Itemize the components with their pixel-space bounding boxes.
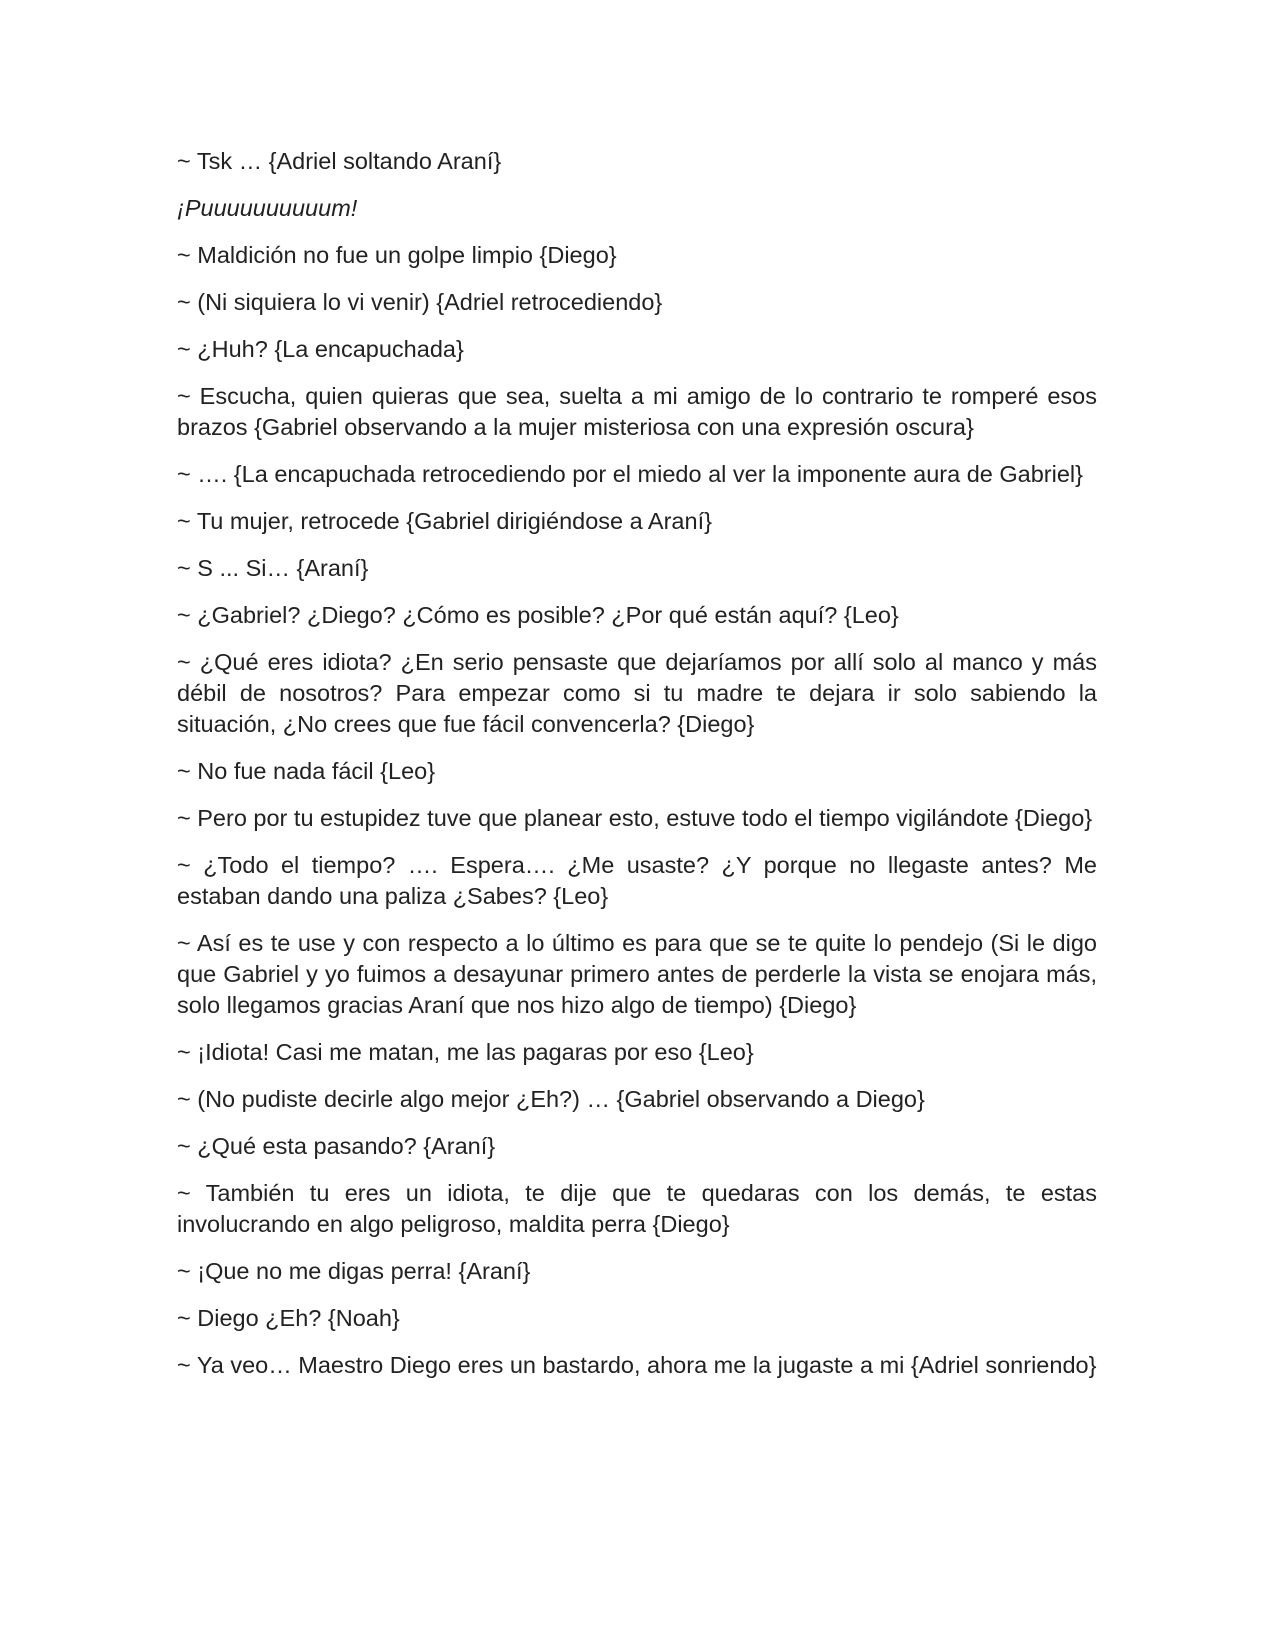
dialogue-line: ~ Diego ¿Eh? {Noah} — [177, 1305, 400, 1331]
dialogue-line: ~ No fue nada fácil {Leo} — [177, 758, 436, 784]
dialogue-line: ~ ¿Qué eres idiota? ¿En serio pensaste que dejaríamos por allí solo al manco y más débil de nosotros? Para empezar como si tu madre te dejara ir solo sabiendo la situación, ¿No crees que fue fácil convencerla? {Diego} — [177, 649, 1097, 737]
dialogue-line: ~ (No pudiste decirle algo mejor ¿Eh?) … {Gabriel observando a Diego} — [177, 1086, 925, 1112]
dialogue-line: ~ Escucha, quien quieras que sea, suelta a mi amigo de lo contrario te romperé esos brazos {Gabriel observando a la mujer misteriosa con una expresión oscura} — [177, 383, 1097, 440]
dialogue-line: ~ ¡Que no me digas perra! {Araní} — [177, 1258, 531, 1284]
dialogue-line: ~ (Ni siquiera lo vi venir) {Adriel retrocediendo} — [177, 289, 663, 315]
dialogue-line: ~ S ... Si… {Araní} — [177, 555, 369, 581]
dialogue-line: ~ Así es te use y con respecto a lo último es para que se te quite lo pendejo (Si le digo que Gabriel y yo fuimos a desayunar primero antes de perderle la vista se enojara más, solo llegamos gracias Araní que nos hizo algo de tiempo) {Diego} — [177, 930, 1097, 1018]
dialogue-line: ~ ¡Idiota! Casi me matan, me las pagaras por eso {Leo} — [177, 1039, 754, 1065]
dialogue-line: ~ También tu eres un idiota, te dije que te quedaras con los demás, te estas involucrando en algo peligroso, maldita perra {Diego} — [177, 1180, 1097, 1237]
dialogue-line: ~ Pero por tu estupidez tuve que planear esto, estuve todo el tiempo vigilándote {Diego} — [177, 805, 1093, 831]
dialogue-line: ~ Tsk … {Adriel soltando Araní} — [177, 148, 502, 174]
dialogue-line: ~ ¿Todo el tiempo? …. Espera…. ¿Me usaste? ¿Y porque no llegaste antes? Me estaban dando una paliza ¿Sabes? {Leo} — [177, 852, 1097, 909]
document-body — [177, 146, 1097, 1397]
dialogue-line: ~ …. {La encapuchada retrocediendo por el miedo al ver la imponente aura de Gabriel} — [177, 461, 1083, 487]
dialogue-line: ~ Ya veo… Maestro Diego eres un bastardo, ahora me la jugaste a mi {Adriel sonriendo} — [177, 1352, 1097, 1378]
dialogue-line: ~ ¿Qué esta pasando? {Araní} — [177, 1133, 496, 1159]
dialogue-line: ~ ¿Huh? {La encapuchada} — [177, 336, 464, 362]
dialogue-line: ~ ¿Gabriel? ¿Diego? ¿Cómo es posible? ¿Por qué están aquí? {Leo} — [177, 602, 899, 628]
dialogue-line: ~ Tu mujer, retrocede {Gabriel dirigiéndose a Araní} — [177, 508, 712, 534]
sound-effect-line: ¡Puuuuuuuuuum! — [177, 195, 358, 221]
dialogue-line: ~ Maldición no fue un golpe limpio {Diego} — [177, 242, 617, 268]
